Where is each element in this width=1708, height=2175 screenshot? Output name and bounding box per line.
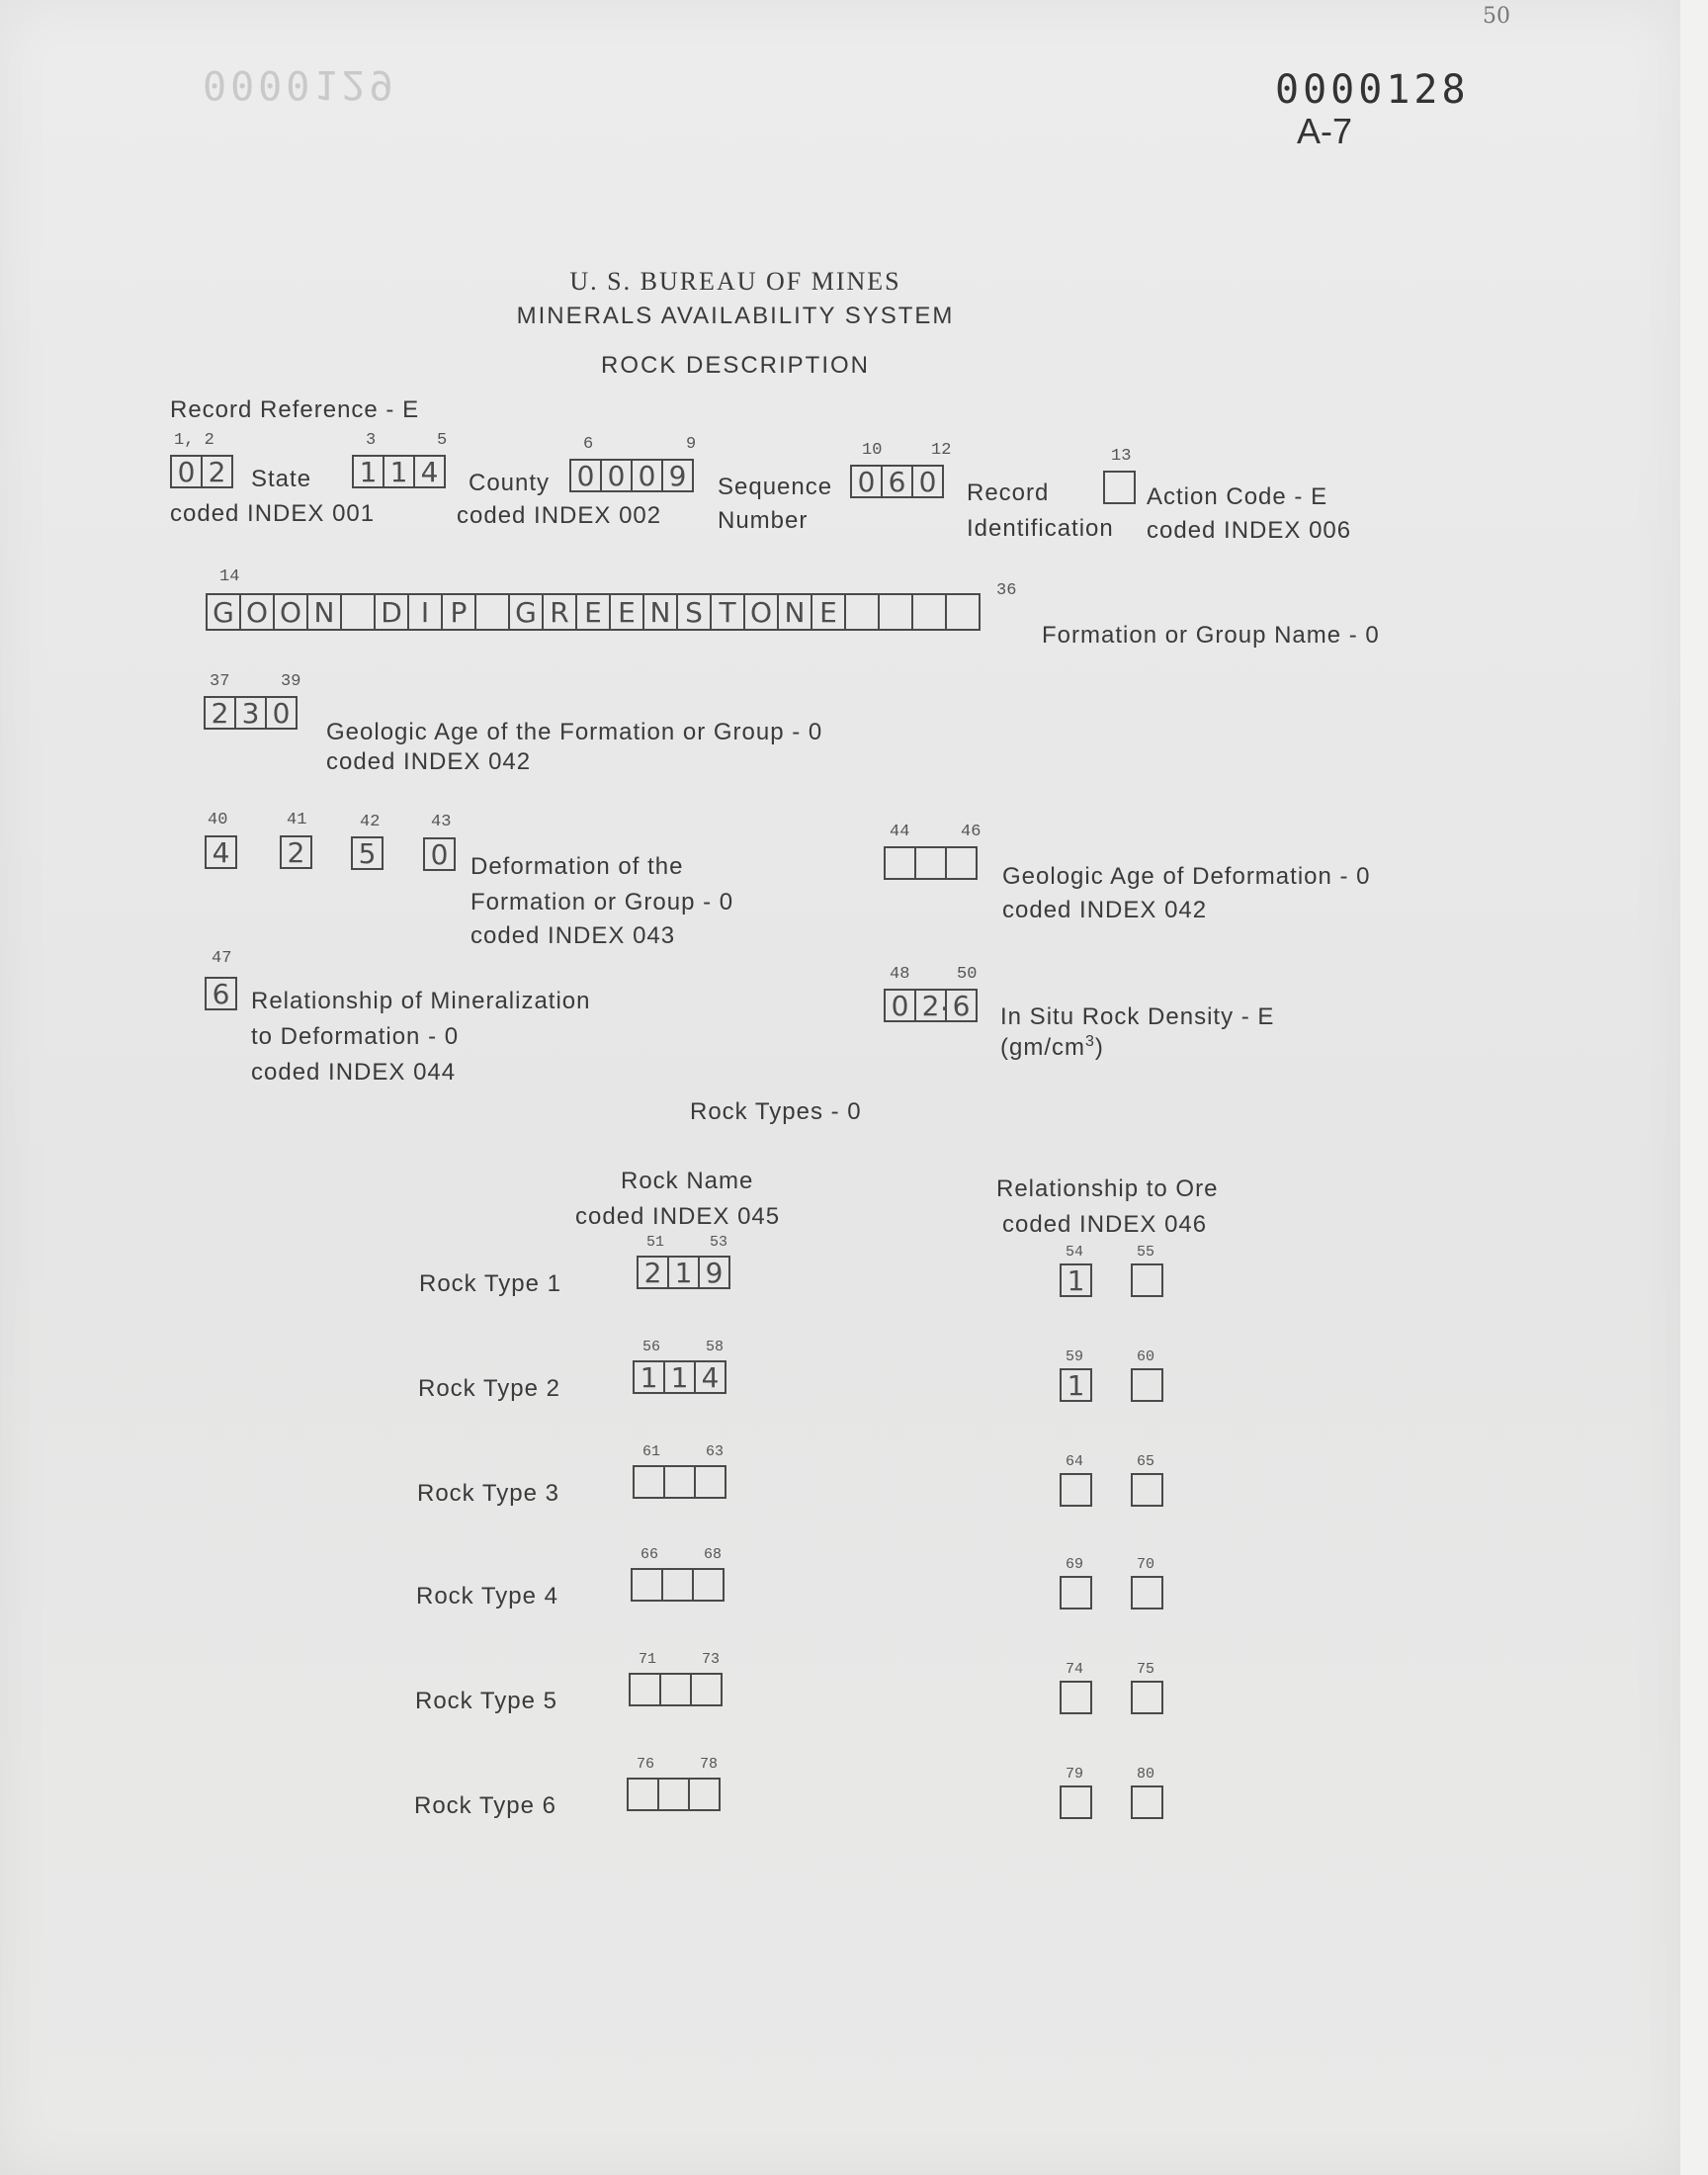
rock-name-digit[interactable] xyxy=(657,1778,690,1811)
sheet-number: A-7 xyxy=(1297,111,1353,151)
record-id-digit[interactable]: 0 xyxy=(850,465,883,498)
rock-name-digit[interactable] xyxy=(633,1465,665,1499)
state-label: State xyxy=(251,466,312,492)
rock-name-digit[interactable] xyxy=(629,1673,661,1706)
record-id-label: Record xyxy=(967,479,1050,506)
system-title: MINERALS AVAILABILITY SYSTEM xyxy=(516,303,955,329)
rock-name-boxes[interactable] xyxy=(635,1360,726,1394)
deformation-col: 41 xyxy=(287,811,307,829)
rock-name-col-start: 76 xyxy=(637,1756,655,1773)
density-unit xyxy=(1000,1030,1104,1066)
rock-name-col-start: 51 xyxy=(646,1234,665,1251)
relationship-header: Relationship to Ore xyxy=(996,1175,1219,1202)
rock-name-col-start: 56 xyxy=(642,1339,661,1355)
relationship-col: 74 xyxy=(1066,1661,1084,1678)
formation-col-start: 14 xyxy=(219,567,240,586)
sequence-digit[interactable]: 0 xyxy=(631,459,663,492)
sequence-col-end: 9 xyxy=(686,435,697,454)
age-index: coded INDEX 042 xyxy=(326,748,532,775)
deformation-age-boxes[interactable] xyxy=(886,846,978,880)
record-id-digit[interactable]: 0 xyxy=(911,465,944,498)
formation-char-box[interactable]: E xyxy=(575,593,611,631)
rock-name-digit[interactable]: 1 xyxy=(667,1256,700,1289)
relationship-box-2[interactable] xyxy=(1131,1263,1163,1297)
rock-name-digit[interactable] xyxy=(631,1568,663,1602)
rock-name-digit[interactable] xyxy=(688,1778,721,1811)
rock-type-label: Rock Type 5 xyxy=(415,1688,557,1714)
rock-name-digit[interactable] xyxy=(690,1673,723,1706)
sequence-digit[interactable]: 0 xyxy=(569,459,602,492)
rock-name-col-start: 71 xyxy=(639,1651,657,1668)
rock-name-digit[interactable]: 9 xyxy=(698,1256,730,1289)
sequence-boxes[interactable] xyxy=(571,459,694,492)
relationship-box-2[interactable] xyxy=(1131,1785,1163,1819)
state-digit[interactable]: 2 xyxy=(201,455,233,488)
deformation-field[interactable]: 4 xyxy=(205,835,237,869)
action-code-index: coded INDEX 006 xyxy=(1147,517,1352,544)
rock-type-label: Rock Type 3 xyxy=(417,1480,559,1507)
density-digit[interactable]: 0 xyxy=(884,989,916,1022)
mineralization-label: Relationship of Mineralization xyxy=(251,988,591,1014)
rock-name-boxes[interactable] xyxy=(635,1465,726,1499)
density-decimal-point: . xyxy=(940,981,950,1018)
deformation-age-col-start: 44 xyxy=(890,823,910,841)
formation-char-box[interactable]: R xyxy=(542,593,577,631)
deformation-index: coded INDEX 043 xyxy=(470,922,676,949)
density-label: In Situ Rock Density - E xyxy=(1000,1003,1275,1030)
deformation-col: 40 xyxy=(208,811,228,829)
density-col-end: 50 xyxy=(957,965,978,984)
relationship-col: 55 xyxy=(1137,1244,1155,1261)
relationship-box-1[interactable]: 1 xyxy=(1060,1368,1092,1402)
rock-name-digit[interactable] xyxy=(627,1778,659,1811)
state-index: coded INDEX 001 xyxy=(170,500,376,527)
form-title: ROCK DESCRIPTION xyxy=(600,352,871,379)
relationship-box-2[interactable] xyxy=(1131,1473,1163,1507)
density-digit[interactable]: 2 xyxy=(914,989,947,1022)
rock-name-header: Rock Name xyxy=(621,1168,754,1194)
rock-name-digit[interactable]: 1 xyxy=(663,1360,696,1394)
relationship-box-1[interactable] xyxy=(1060,1473,1092,1507)
age-digit[interactable]: 0 xyxy=(265,696,298,730)
bleed-through-number: 0000129 xyxy=(203,61,397,107)
action-code-box[interactable] xyxy=(1103,471,1136,504)
formation-char-box[interactable]: D xyxy=(374,593,409,631)
sequence-sub: Number xyxy=(718,507,809,534)
deformation-age-label: Geologic Age of Deformation - 0 xyxy=(1002,863,1371,890)
record-id-digit[interactable]: 6 xyxy=(881,465,913,498)
county-col-start: 3 xyxy=(366,431,377,450)
relationship-col: 80 xyxy=(1137,1766,1155,1783)
action-code-label: Action Code - E xyxy=(1147,483,1328,510)
density-unit-exponent: 3 xyxy=(1085,1033,1095,1050)
rock-name-col-start: 61 xyxy=(642,1443,661,1460)
density-boxes[interactable] xyxy=(886,989,978,1022)
relationship-col: 64 xyxy=(1066,1453,1084,1470)
rock-name-digit[interactable] xyxy=(694,1465,726,1499)
page-mark: 50 xyxy=(1483,4,1510,29)
rock-name-digit[interactable] xyxy=(659,1673,692,1706)
relationship-box-2[interactable] xyxy=(1131,1576,1163,1610)
record-id-col-start: 10 xyxy=(862,441,883,460)
rock-name-col-end: 73 xyxy=(702,1651,721,1668)
deformation-col: 42 xyxy=(360,813,381,831)
deformation-age-index: coded INDEX 042 xyxy=(1002,897,1208,923)
county-digit[interactable]: 4 xyxy=(413,455,446,488)
county-col-end: 5 xyxy=(437,431,448,450)
relationship-col: 59 xyxy=(1066,1348,1084,1365)
formation-char-box[interactable] xyxy=(474,593,510,631)
rock-type-label: Rock Type 4 xyxy=(416,1583,558,1610)
county-digit[interactable]: 1 xyxy=(383,455,415,488)
sequence-col-start: 6 xyxy=(583,435,594,454)
deformation-label: Deformation of the xyxy=(470,853,684,880)
sequence-digit[interactable]: 9 xyxy=(661,459,694,492)
rock-name-digit[interactable] xyxy=(692,1568,725,1602)
relationship-box-1[interactable] xyxy=(1060,1785,1092,1819)
rock-name-digit[interactable] xyxy=(661,1568,694,1602)
age-col-end: 39 xyxy=(281,672,301,691)
rock-name-col-end: 68 xyxy=(704,1546,723,1563)
formation-char-box[interactable]: T xyxy=(710,593,745,631)
formation-char-box[interactable]: O xyxy=(743,593,779,631)
relationship-col: 75 xyxy=(1137,1661,1155,1678)
relationship-box-2[interactable] xyxy=(1131,1681,1163,1714)
formation-char-box[interactable] xyxy=(340,593,376,631)
rock-name-col-end: 58 xyxy=(706,1339,725,1355)
relationship-box-1[interactable]: 1 xyxy=(1060,1263,1092,1297)
rock-name-digit[interactable]: 4 xyxy=(694,1360,726,1394)
rock-name-boxes[interactable] xyxy=(629,1778,721,1811)
record-id-sub: Identification xyxy=(967,515,1114,542)
relationship-col: 69 xyxy=(1066,1556,1084,1573)
relationship-box-1[interactable] xyxy=(1060,1681,1092,1714)
rock-name-digit[interactable] xyxy=(663,1465,696,1499)
deformation-label-2: Formation or Group - 0 xyxy=(470,889,734,915)
density-unit-close: ) xyxy=(1094,1034,1104,1061)
mineralization-label-2: to Deformation - 0 xyxy=(251,1023,460,1050)
age-col-start: 37 xyxy=(210,672,230,691)
formation-char-box[interactable]: S xyxy=(676,593,712,631)
record-id-col-end: 12 xyxy=(931,441,952,460)
formation-char-box[interactable] xyxy=(945,593,981,631)
formation-label: Formation or Group Name - 0 xyxy=(1042,622,1380,649)
mineralization-index: coded INDEX 044 xyxy=(251,1059,457,1086)
relationship-col: 65 xyxy=(1137,1453,1155,1470)
formation-char-box[interactable]: E xyxy=(811,593,846,631)
relationship-index: coded INDEX 046 xyxy=(1002,1211,1208,1238)
sequence-label: Sequence xyxy=(718,474,833,500)
rock-name-boxes[interactable] xyxy=(631,1673,723,1706)
record-id-boxes[interactable] xyxy=(852,465,944,498)
deformation-age-digit[interactable] xyxy=(914,846,947,880)
deformation-field[interactable]: 5 xyxy=(351,836,384,870)
formation-char-box[interactable]: E xyxy=(609,593,644,631)
deformation-age-col-end: 46 xyxy=(961,823,982,841)
rock-name-digit[interactable]: 1 xyxy=(633,1360,665,1394)
rock-types-title: Rock Types - 0 xyxy=(690,1098,862,1125)
county-digit[interactable]: 1 xyxy=(352,455,384,488)
formation-char-box[interactable]: P xyxy=(441,593,476,631)
rock-name-col-end: 53 xyxy=(710,1234,728,1251)
rock-name-col-end: 78 xyxy=(700,1756,719,1773)
relationship-col: 54 xyxy=(1066,1244,1084,1261)
formation-char-box[interactable] xyxy=(844,593,880,631)
county-boxes[interactable] xyxy=(354,455,446,488)
formation-char-box[interactable]: N xyxy=(306,593,342,631)
sequence-digit[interactable]: 0 xyxy=(600,459,633,492)
rock-type-label: Rock Type 6 xyxy=(414,1792,556,1819)
relationship-col: 60 xyxy=(1137,1348,1155,1365)
relationship-col: 70 xyxy=(1137,1556,1155,1573)
mineralization-box[interactable]: 6 xyxy=(205,977,237,1010)
state-boxes[interactable] xyxy=(172,455,233,488)
rock-type-label: Rock Type 2 xyxy=(418,1375,560,1402)
age-digit[interactable]: 3 xyxy=(234,696,267,730)
rock-name-boxes[interactable] xyxy=(639,1256,730,1289)
formation-char-box[interactable] xyxy=(911,593,947,631)
county-index: coded INDEX 002 xyxy=(457,502,662,529)
state-cols: 1, 2 xyxy=(174,431,214,450)
relationship-box-2[interactable] xyxy=(1131,1368,1163,1402)
density-digit[interactable]: 6 xyxy=(945,989,978,1022)
rock-name-boxes[interactable] xyxy=(633,1568,725,1602)
relationship-box-1[interactable] xyxy=(1060,1576,1092,1610)
state-digit[interactable]: 0 xyxy=(170,455,203,488)
formation-col-end: 36 xyxy=(996,581,1017,600)
document-number: 0000128 xyxy=(1275,67,1470,113)
rock-name-digit[interactable]: 2 xyxy=(637,1256,669,1289)
rock-type-label: Rock Type 1 xyxy=(419,1270,561,1297)
rock-name-col-start: 66 xyxy=(640,1546,659,1563)
rock-name-index: coded INDEX 045 xyxy=(575,1203,781,1230)
relationship-col: 79 xyxy=(1066,1766,1084,1783)
deformation-col: 43 xyxy=(431,813,452,831)
agency-title: U. S. BUREAU OF MINES xyxy=(569,267,901,296)
mineralization-col: 47 xyxy=(212,949,232,968)
county-label: County xyxy=(469,470,551,496)
formation-name-boxes[interactable] xyxy=(208,593,981,631)
formation-char-box[interactable]: N xyxy=(777,593,812,631)
deformation-field[interactable]: 0 xyxy=(423,837,456,871)
record-reference-label: Record Reference - E xyxy=(170,396,420,423)
action-col: 13 xyxy=(1111,447,1132,466)
formation-char-box[interactable]: O xyxy=(239,593,275,631)
density-col-start: 48 xyxy=(890,965,910,984)
deformation-age-digit[interactable] xyxy=(945,846,978,880)
age-digit[interactable]: 2 xyxy=(204,696,236,730)
formation-char-box[interactable]: G xyxy=(206,593,241,631)
formation-char-box[interactable]: O xyxy=(273,593,308,631)
formation-char-box[interactable]: G xyxy=(508,593,544,631)
age-boxes[interactable] xyxy=(206,696,298,730)
density-unit-text: (gm/cm xyxy=(1000,1034,1085,1061)
age-label: Geologic Age of the Formation or Group - 0 xyxy=(326,719,823,745)
rock-name-col-end: 63 xyxy=(706,1443,725,1460)
deformation-age-digit[interactable] xyxy=(884,846,916,880)
formation-char-box[interactable]: N xyxy=(642,593,678,631)
formation-char-box[interactable]: I xyxy=(407,593,443,631)
deformation-field[interactable]: 2 xyxy=(280,835,312,869)
formation-char-box[interactable] xyxy=(878,593,913,631)
